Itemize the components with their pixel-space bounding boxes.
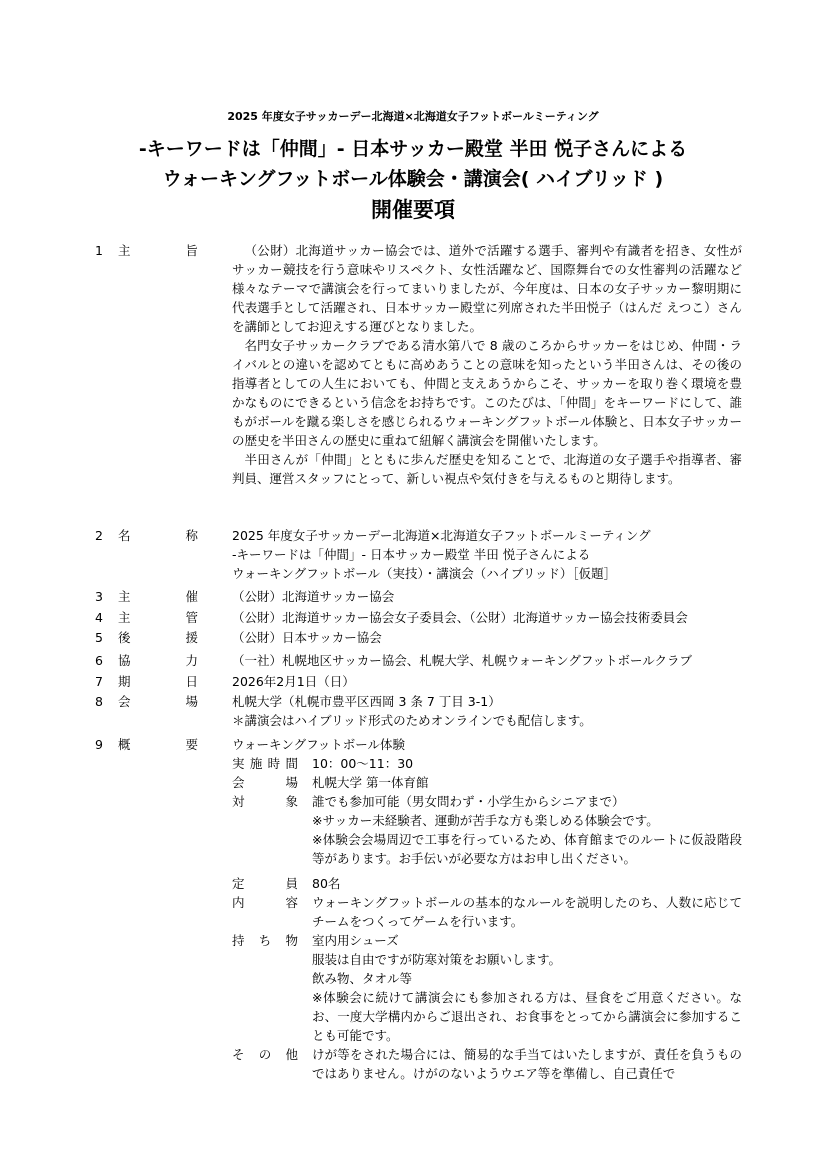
section-text: （公財）北海道サッカー協会 <box>232 589 395 604</box>
section-body <box>232 241 742 488</box>
paragraph: （公財）北海道サッカー協会では、道外で活躍する選手、審判や有識者を招き、女性がサッカー競技を行う意味やリスペクト、女性活躍など、国際舞台での女性審判の活躍など様々なテーマで講演会を行ってまいりましたが、今年度は、日本の女子サッカー黎明期に代表選手として活躍され、日本サッカー殿堂に列席された半田悦子（はんだ えつこ）さんを講師としてお迎えする運びとなりました。 <box>232 243 742 334</box>
text-line: ウォーキングフットボール（実技）・講演会（ハイブリッド）［仮題］ <box>232 566 617 581</box>
row-other <box>232 1045 742 1083</box>
paragraph: 名門女子サッカークラブである清水第八で 8 歳のころからサッカーをはじめ、仲間・ライバルとの違いを認めてともに高めあうことの意味を知ったという半田さんは、その後の指導者としての人生においても、仲間と支えあうからこそ、サッカーを取り巻く環境を豊かなものにできるという信念をお持ちです。このたびは、「仲間」をキーワードにして、誰もがボールを蹴る楽しさを感じられるウォーキングフットボール体験と、日本女子サッカーの歴史を半田さんの歴史に重ねて紐解く講演会を開催いたします。 <box>232 338 743 448</box>
section-label: 主 催 <box>118 589 198 604</box>
title-line-3: 開催要項 <box>371 198 455 222</box>
section-text: （一社）札幌地区サッカー協会、札幌大学、札幌ウォーキングフットボールクラブ <box>232 653 693 668</box>
row-value: けが等をされた場合には、簡易的な手当てはいたしますが、責任を負うものではありません。けがのないようウエア等を準備し、自己責任で <box>312 1047 742 1081</box>
event-subtitle: 2025 年度女子サッカーデー北海道×北海道女子フットボールミーティング <box>227 110 599 123</box>
title-line-1: -キーワードは「仲間」- 日本サッカー殿堂 半田 悦子さんによる <box>138 138 688 160</box>
section-number: 4 <box>95 610 103 625</box>
section-label: 後 援 <box>118 630 198 645</box>
overview-heading: ウォーキングフットボール体験 <box>232 737 406 752</box>
row-content <box>232 893 742 931</box>
row-value: 誰でも参加可能（男女問わず・小学生からシニアまで） <box>312 794 625 809</box>
row-value: ウォーキングフットボールの基本的なルールを説明したのち、人数に応じてチームをつくってゲームを行います。 <box>312 895 742 929</box>
venue-note: ＊講演会はハイブリッド形式のためオンラインでも配信します。 <box>232 713 592 728</box>
row-key: 持 ち 物 <box>232 933 298 948</box>
section-text: （公財）北海道サッカー協会女子委員会、（公財）北海道サッカー協会技術委員会 <box>232 610 688 625</box>
row-note: 服装は自由ですが防寒対策をお願いします。 <box>312 952 562 967</box>
title-line-2: ウォーキングフットボール体験会・講演会( ハイブリッド ) <box>162 168 664 190</box>
section-number: 8 <box>95 694 103 709</box>
text-line: -キーワードは「仲間」- 日本サッカー殿堂 半田 悦子さんによる <box>232 547 591 562</box>
section-label: 協 力 <box>118 653 198 668</box>
row-value: 室内用シューズ <box>312 933 399 948</box>
row-items <box>232 931 742 950</box>
section-number: 7 <box>95 674 103 689</box>
row-value: 札幌大学 第一体育館 <box>312 775 429 790</box>
section-number: 3 <box>95 589 103 604</box>
row-venue <box>232 773 742 792</box>
row-key: 内 容 <box>232 895 298 910</box>
row-key: 会 場 <box>232 775 298 790</box>
row-time <box>232 754 742 773</box>
section-body <box>232 526 742 583</box>
row-key: そ の 他 <box>232 1047 298 1062</box>
section-label: 名 称 <box>118 528 198 543</box>
section-text: （公財）日本サッカー協会 <box>232 630 382 645</box>
row-capacity <box>232 874 742 893</box>
venue-address: 札幌大学（札幌市豊平区西岡 3 条 7 丁目 3-1） <box>232 694 501 709</box>
section-body <box>232 692 742 730</box>
row-key: 実 施 時 間 <box>232 756 298 771</box>
row-value: 10：00～11：30 <box>312 756 414 771</box>
row-note: ※体験会会場周辺で工事を行っているため、体育館までのルートに仮設階段等があります。お手伝いが必要な方はお申し出ください。 <box>312 832 742 866</box>
section-label: 期 日 <box>118 674 198 689</box>
section-number: 2 <box>95 528 103 543</box>
row-value: 80名 <box>312 876 341 891</box>
section-body <box>232 735 742 1083</box>
section-number: 1 <box>95 243 103 258</box>
row-note: ※体験会に続けて講演会にも参加される方は、昼食をご用意ください。なお、一度大学構内からご退出され、お食事をとってから講演会に参加することも可能です。 <box>312 990 742 1043</box>
row-target <box>232 792 742 811</box>
section-label: 主 管 <box>118 610 198 625</box>
section-number: 6 <box>95 653 103 668</box>
section-number: 9 <box>95 737 103 752</box>
section-number: 5 <box>95 630 103 645</box>
row-key: 対 象 <box>232 794 298 809</box>
row-key: 定 員 <box>232 876 298 891</box>
row-note: ※サッカー未経験者、運動が苦手な方も楽しめる体験会です。 <box>312 813 659 828</box>
section-label: 概 要 <box>118 737 198 752</box>
row-note: 飲み物、タオル等 <box>312 971 413 986</box>
section-label: 主 旨 <box>118 243 198 258</box>
section-text: 2026年2月1日（日） <box>232 674 355 689</box>
paragraph: 半田さんが「仲間」とともに歩んだ歴史を知ることで、北海道の女子選手や指導者、審判員、運営スタッフにとって、新しい視点や気付きを与えるものと期待します。 <box>232 452 742 486</box>
text-line: 2025 年度女子サッカーデー北海道×北海道女子フットボールミーティング <box>232 528 651 543</box>
section-label: 会 場 <box>118 694 198 709</box>
